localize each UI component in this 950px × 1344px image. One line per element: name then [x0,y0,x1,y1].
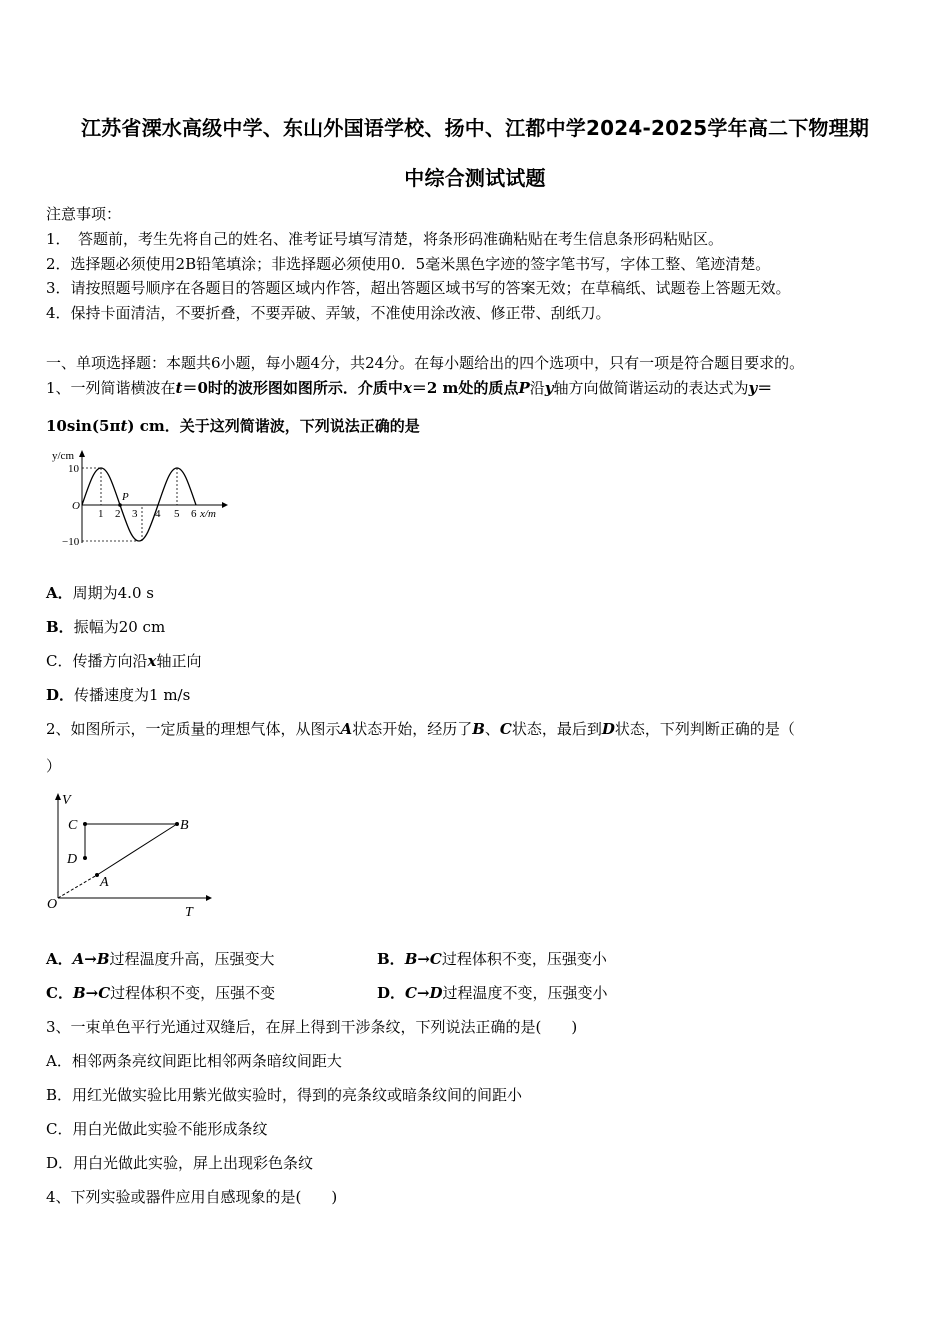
x-tick: 3 [132,508,138,520]
label-a: A [100,875,109,890]
notice-heading: 注意事项： [46,205,122,223]
q2-option-c: C．B→C过程体积不变，压强不变 [46,984,276,1002]
q3-option-c: C．用白光做此实验不能形成条纹 [46,1120,268,1138]
q2-stem: 2、如图所示，一定质量的理想气体，从图示A状态开始，经历了B、C状态，最后到D状态，下列判断正确的是（ [46,720,795,738]
origin-label: O [47,897,58,912]
q1-option-b: B．振幅为20 cm [46,618,166,636]
y-tick: 10 [68,463,79,475]
point-c [83,822,87,826]
label-d: D [67,852,78,867]
point-b [175,822,179,826]
q1-option-d: D．传播速度为1 m/s [46,686,191,704]
q2-option-d: D．C→D过程温度不变，压强变小 [377,984,608,1002]
q1-stem: 1、一列简谐横波在t＝0时的波形图如图所示．介质中x＝2 m处的质点P沿y轴方向做简谐运动的表达式为y＝ [46,379,773,397]
q2-option-a: A．A→B过程温度升高，压强变大 [46,950,275,968]
q1-option-a: A．周期为4.0 s [46,584,154,602]
notice-item: 3．请按照题号顺序在各题目的答题区域内作答，超出答题区域书写的答案无效；在草稿纸、试题卷上答题无效。 [46,279,791,297]
t-axis-label: T [185,905,193,920]
x-tick: 5 [174,508,180,520]
q3-option-d: D．用白光做此实验，屏上出现彩色条纹 [46,1154,314,1172]
x-tick: 4 [155,508,161,520]
point-a [95,873,99,877]
q3-option-b: B．用红光做实验比用紫光做实验时，得到的亮条纹或暗条纹间的间距小 [46,1086,523,1104]
q3-stem: 3、一束单色平行光通过双缝后，在屏上得到干涉条纹，下列说法正确的是( ) [46,1018,578,1036]
q2-option-b: B．B→C过程体积不变，压强变小 [377,950,607,968]
q2-stem-end: ） [46,757,62,775]
notice-item: 4．保持卡面清洁，不要折叠，不要弄破、弄皱，不准使用涂改液、修正带、刮纸刀。 [46,304,611,322]
wave-graph [46,445,236,555]
vt-diagram [40,786,220,926]
label-b: B [180,818,189,833]
x-tick: 6 [191,508,197,520]
y-tick: −10 [62,536,80,548]
v-axis-label: V [62,793,71,808]
notice-item: 2．选择题必须使用2B铅笔填涂；非选择题必须使用0．5毫米黑色字迹的签字笔书写，字体工整、笔迹清楚。 [46,255,771,273]
y-axis-label: y/cm [52,450,74,462]
page-title-line2: 中综合测试试题 [404,166,546,190]
origin-label: O [72,500,80,512]
point-p-label: P [122,491,129,503]
q1-option-c: C．传播方向沿x轴正向 [46,652,202,670]
q4-stem: 4、下列实验或器件应用自感现象的是( ) [46,1188,338,1206]
page-title: 江苏省溧水高级中学、东山外国语学校、扬中、江都中学2024-2025学年高二下物理期 [80,116,870,140]
notice-item: 1． 答题前，考生先将自己的姓名、准考证号填写清楚，将条形码准确粘贴在考生信息条形码粘贴区。 [46,230,724,248]
q1-stem-line2: 10sin(5πt) cm．关于这列简谐波，下列说法正确的是 [46,417,420,435]
point-d [83,856,87,860]
q3-option-a: A．相邻两条亮纹间距比相邻两条暗纹间距大 [46,1052,342,1070]
label-c: C [68,818,78,833]
x-axis-label: x/m [200,508,216,520]
x-tick: 1 [98,508,104,520]
section-heading: 一、单项选择题：本题共6小题，每小题4分，共24分。在每小题给出的四个选项中，只有一项是符合题目要求的。 [46,354,805,372]
x-tick: 2 [115,508,121,520]
point-p [118,503,122,507]
